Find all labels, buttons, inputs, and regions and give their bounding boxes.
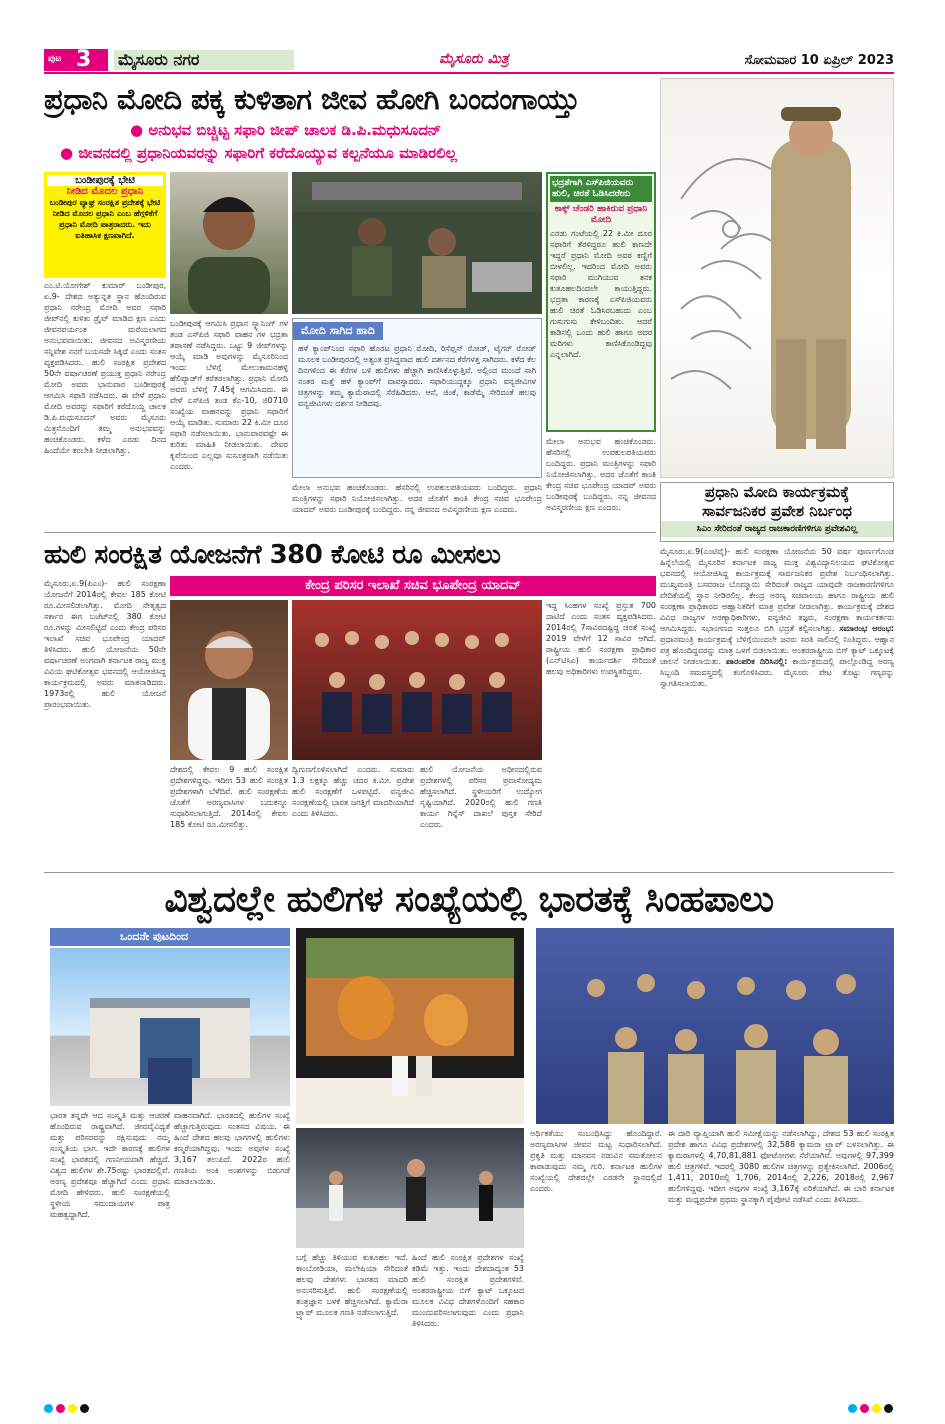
entry-story-body: ಮೈಸೂರು,ಏ.9(ಎಂಟಿವೈ)- ಹುಲಿ ಸಂರಕ್ಷಣಾ ಯೋಜನೆಯ 50 ವರ್ಷ ಪೂರ್ಣಗೊಂಡ ಹಿನ್ನೆಲೆಯಲ್ಲಿ ಮೈಸೂರಿನ ಕರ್ನಾಟಕ ರಾಜ್ಯ ಮುಕ್ತ ವಿಶ್ವವಿದ್ಯಾನಿಲಯದ ಘಟಿಕೋತ್ಸವ ಭವನದಲ್ಲಿ ಆಯೋಜಿಸಿದ್ದ ಕಾರ್ಯಕ್ರಮಕ್ಕೆ ಸಾರ್ವಜನಿಕರ ಪ್ರವೇಶ ನಿರ್ಬಂಧಿಸಲಾಗಿತ್ತು. ಮುಖ್ಯಮಂತ್ರಿ ಬಸವರಾಜ ಬೊಮ್ಮಾಯಿ ಸೇರಿದಂತೆ ರಾಜ್ಯದ ಯಾವುದೇ ರಾಜಕಾರಣಿಗಳಿಗೂ ವೇದಿಕೆಯಲ್ಲಿ ಸ್ಥಾನ ನೀಡಿರಲಿಲ್ಲ. ಕೇಂದ್ರ ಅರಣ್ಯ ಸಚಿವಾಲಯ ಹಾಗೂ ರಾಷ್ಟ್ರೀಯ ಹುಲಿ ಸಂರಕ್ಷಣಾ ಪ್ರಾಧಿಕಾರದ ಆಹ್ವಾನಿತರಿಗೆ ಮಾತ್ರ ಪ್ರವೇಶ ನೀಡಲಾಗಿತ್ತು. ಕಾರ್ಯಕ್ರಮಕ್ಕೆ ದೇಶದ ವಿವಿಧ ರಾಜ್ಯಗಳ ಅರಣ್ಯಾಧಿಕಾರಿಗಳು, ವನ್ಯಜೀವಿ ತಜ್ಞರು, ಸಂರಕ್ಷಣಾ ಕಾರ್ಯಕರ್ತರು ಆಗಮಿಸಿದ್ದರು. ಸಭಾಂಗಣದ ಸುತ್ತಲೂ ಬಿಗಿ ಭದ್ರತೆ ಕಲ್ಪಿಸಲಾಗಿತ್ತು. <box>660 547 894 633</box>
registration-mark <box>68 1404 77 1413</box>
entry-story-text <box>660 546 894 870</box>
minister-photo <box>170 600 288 760</box>
tiger-sketch-icon <box>661 79 894 478</box>
page-number: 3 <box>76 49 92 71</box>
story1-column-3: ಮೇಲಾ ಅನುಭವ ಹಂಚಿಕೊಂಡರು. ಹೆಸರಿನಲ್ಲಿ ಉಪಕುಲಪತಿಯವರು ಬಂದಿದ್ದರು. ಪ್ರಧಾನಿ ಮಂತ್ರಿಗಳನ್ನು ಸಫಾರಿ ನಿಯೋಜಿಸಲಾಗಿತ್ತು. ಅದರ ಜೊತೆಗೆ ಕಾಂತಿ ಕೇಂದ್ರ ಸಚಿವ ಭೂಪೇಂದ್ರ ಯಾದವ್ ಅವರು ಬಂಡೀಪುರಕ್ಕೆ ಬಂದಿದ್ದರು. ನನ್ನ ಜೀವನದ ಅವಿಸ್ಮರಣೀಯ ಕ್ಷಣ ಎಂದರು. <box>292 483 542 514</box>
story3-column-5: ಅರ್ಥಿಕತೆಯು ಸಂಬಂಧಿಸಿದ್ದು ಹೊಂದಿದ್ದಾರೆ. ಅರಣ್ಯವಾಸಿಗಳ ಜೀವನ ಮಟ್ಟ ಸುಧಾರಿಸಲಾಗಿದೆ. ಪ್ರಕೃತಿ ಮತ್ತು ಮಾನವನ ನಡುವಿನ ಸಮತೋಲನ ಕಾಪಾಡುವುದು ನಮ್ಮ ಗುರಿ. ಕರ್ನಾಟಕ ಹುಲಿಗಳ ಸಂಖ್ಯೆಯಲ್ಲಿ ದೇಶದಲ್ಲೇ ಎರಡನೇ ಸ್ಥಾನದಲ್ಲಿದೆ ಎಂದರು. <box>530 1129 662 1193</box>
page-number-badge <box>44 49 108 71</box>
story2-column-3: ದ್ವಿಗುಣಗೊಳಿಸಲಾಗಿದೆ ಎಂದರು. ಸುಮಾರು 1.3 ಲಕ್ಷಕ್ಕೂ ಹೆಚ್ಚು ಚದರ ಕಿ.ಮೀ. ಪ್ರದೇಶ ಹುಲಿ ಸಂರಕ್ಷಣೆಗೆ ಒಳಪಟ್ಟಿದೆ. ವನ್ಯಜೀವಿ ಸಂರಕ್ಷಣೆಯಲ್ಲಿ ಭಾರತ ಜಗತ್ತಿಗೆ ಮಾದರಿಯಾಗಿದೆ ಎಂದು ತಿಳಿಸಿದರು. <box>292 765 414 818</box>
story2-banner: ಕೇಂದ್ರ ಪರಿಸರ ಇಲಾಖೆ ಸಚಿವ ಭೂಪೇಂದ್ರ ಯಾದವ್ <box>170 576 656 596</box>
security-box-text: ಎರಡು ಗಂಟೆಯಲ್ಲಿ 22 ಕಿ.ಮೀ ದೂರ ಸಫಾರಿಗೆ ತೆರಳಿದ್ದರೂ ಹುಲಿ ಕಾಣದೇ ಇದ್ದರೆ ಪ್ರಧಾನಿ ಮೋದಿ ಅವರ ಕಣ್ಣಿಗೆ ಬೀಳಲಿಲ್ಲ. ಇದರಿಂದ ಮೋದಿ ಅವರು ಸಫಾರಿ ಮುಗಿಯುವ ತನಕ ಕುತೂಹಲದಿಂದಲೇ ಕಾಯುತ್ತಿದ್ದರು. ಭದ್ರತಾ ಕಾರಣಕ್ಕೆ ಎಸ್‍ಪಿಜಿಯವರು ಹುಲಿ ಚಿರತೆ ಓಡಿಸಿರಬಹುದು ಎಂಬ ಗುಸುಗುಸು ಕೇಳಿಬಂದಿತು. ಆದರೆ ಕಾಡಿನಲ್ಲಿ ಒಂದು ಹುಲಿ ಹಾಗೂ ಅದರ ಮರಿಗಳು ಕಾಣಿಸಿಕೊಂಡಿದ್ದವು ಎನ್ನಲಾಗಿದೆ. <box>550 229 652 359</box>
page-header <box>44 49 894 71</box>
audience-photo <box>292 600 542 760</box>
story1-subhead-2 <box>60 144 656 166</box>
story2-column-4: ಹುಲಿ ಯೋಜನೆಯ ಅಧೀನದಲ್ಲಿರುವ ಪ್ರದೇಶಗಳಲ್ಲಿ ಪರಿಸರ ಪ್ರವಾಸೋದ್ಯಮ ಹೆಚ್ಚಿಸಲಾಗಿದೆ. ಸ್ಥಳೀಯರಿಗೆ ಉದ್ಯೋಗ ಸೃಷ್ಟಿಯಾಗಿದೆ. 2020ರಲ್ಲಿ ಹುಲಿ ಗಣತಿ ಕಾರ್ಯ ಗಿನ್ನೆಸ್ ದಾಖಲೆ ಪುಸ್ತಕ ಸೇರಿದೆ ಎಂದರು. <box>420 765 542 829</box>
story3-headline: ವಿಶ್ವದಲ್ಲೇ ಹುಲಿಗಳ ಸಂಖ್ಯೆಯಲ್ಲಿ ಭಾರತಕ್ಕೆ ಸಿಂಹಪಾಲು <box>164 879 774 920</box>
story3-column-4: ಹಿಂದೆ ಹುಲಿ ಸಂರಕ್ಷಿತ ಪ್ರದೇಶಗಳ ಸಂಖ್ಯೆ ಕಡಿಮೆ ಇತ್ತು. ಇಂದು ದೇಶದಾದ್ಯಂತ 53 ಹುಲಿ ಸಂರಕ್ಷಿತ ಪ್ರದೇಶಗಳಿವೆ. ಅಂತರರಾಷ್ಟ್ರೀಯ ಬಿಗ್ ಕ್ಯಾಟ್ ಒಕ್ಕೂಟದ ಮೂಲಕ ವಿವಿಧ ದೇಶಗಳೊಂದಿಗೆ ಸಹಕಾರ ಮುಂದುವರಿಸಲಾಗುವುದು ಎಂದು ಪ್ರಧಾನಿ ತಿಳಿಸಿದರು. <box>412 1253 524 1328</box>
section-title: ಮೈಸೂರು ನಗರ <box>114 50 294 70</box>
minister-icon <box>170 600 288 760</box>
page-date: ಸೋಮವಾರ 10 ಏಪ್ರಿಲ್ 2023 <box>744 53 894 68</box>
tiger-screen-photo <box>296 928 524 1124</box>
story3-rule <box>44 872 894 873</box>
story2-column-1: ಮೈಸೂರು,ಏ.9(ಪಿಎಂ)- ಹುಲಿ ಸಂರಕ್ಷಣಾ ಯೋಜನೆಗೆ 2014ರಲ್ಲಿ ಕೇವಲ 185 ಕೋಟಿ ರೂ.ಮೀಸಲಿಡಲಾಗಿತ್ತು. ಮೋದಿ ನೇತೃತ್ವದ ಸರ್ಕಾರ ಈಗ ಬಜೆಟ್‍ನಲ್ಲಿ 380 ಕೋಟಿ ರೂ.ಗಳನ್ನು ಮೀಸಲಿಟ್ಟಿದೆ ಎಂದು ಕೇಂದ್ರ ಪರಿಸರ ಇಲಾಖೆ ಸಚಿವ ಭೂಪೇಂದ್ರ ಯಾದವ್ ತಿಳಿಸಿದರು. ಹುಲಿ ಯೋಜನೆಯ 50ನೇ ವರ್ಷಾಚರಣೆ ಅಂಗವಾಗಿ ಕರ್ನಾಟಕ ರಾಜ್ಯ ಮುಕ್ತ ವಿವಿಯ ಘಟಿಕೋತ್ಸವ ಭವನದಲ್ಲಿ ಆಯೋಜಿಸಿದ್ದ ಕಾರ್ಯಕ್ರಮದಲ್ಲಿ ಅವರು ಮಾತನಾಡಿದರು. 1973ರಲ್ಲಿ ಹುಲಿ ಯೋಜನೆ ಪ್ರಾರಂಭವಾಯಿತು. <box>44 579 166 709</box>
story3-column-3: ಬಗ್ಗೆ ಹೆಚ್ಚು ತಿಳಿಯುವ ಕುತೂಹಲ ಇದೆ. ಕಾಂಬೋಡಿಯಾ, ಮಲೇಷಿಯಾ ಸೇರಿದಂತೆ ಹಲವು ದೇಶಗಳು ಭಾರತದ ಮಾದರಿ ಅನುಸರಿಸುತ್ತಿವೆ. ಹುಲಿ ಸಂರಕ್ಷಣೆಯಲ್ಲಿ ತಂತ್ರಜ್ಞಾನ ಬಳಕೆ ಹೆಚ್ಚಿಸಲಾಗಿದೆ. ಕ್ಯಾಮೆರಾ ಟ್ರ್ಯಾಪ್ ಮೂಲಕ ಗಣತಿ ನಡೆಸಲಾಗುತ್ತಿದೆ. <box>296 1253 408 1317</box>
entry-subhead: ಸಿಎಂ ಸೇರಿದಂತೆ ರಾಜ್ಯದ ರಾಜಕಾರಣಿಗಳಿಗೂ ಪ್ರವೇಶವಿಲ್ಲ <box>661 521 893 537</box>
story2-column-5: ಇದ್ದ ಸಿಂಹಗಳ ಸಂಖ್ಯೆ ಪ್ರಸ್ತುತ 700 ದಾಟಿದೆ ಎಂದು ಸಂತಸ ವ್ಯಕ್ತಪಡಿಸಿದರು. 2014ರಲ್ಲಿ 7ಸಾವಿರದಷ್ಟಿದ್ದ ಚಿರತೆ ಸಂಖ್ಯೆ 2019 ವೇಳೆಗೆ 12 ಸಾವಿರ ಆಗಿದೆ. ರಾಷ್ಟ್ರೀಯ ಹುಲಿ ಸಂರಕ್ಷಣಾ ಪ್ರಾಧಿಕಾರ (ಎನ್‍ಟಿಸಿಎ) ಕಾರ್ಯದರ್ಶಿ ಸೇರಿದಂತೆ ಹಲವು ಅಧಿಕಾರಿಗಳು ಉಪಸ್ಥಿತರಿದ್ದರು. <box>546 601 656 676</box>
entry-headline-2: ಸಾರ್ವಜನಿಕರ ಪ್ರವೇಶ ನಿರ್ಬಂಧ <box>702 502 852 520</box>
box-subtitle: ನೀಡಿದ ಮೊದಲ ಪ್ರಧಾನಿ <box>66 186 144 197</box>
header-rule <box>44 72 894 74</box>
audience-icon <box>292 600 542 760</box>
modi-tiger-photo <box>660 78 894 478</box>
subhead-2-text: ಜೀವನದಲ್ಲಿ ಪ್ರಧಾನಿಯವರನ್ನು ಸಫಾರಿಗೆ ಕರೆದೊಯ್ಯುವ ಕಲ್ಪನೆಯೂ ಮಾಡಿರಲಿಲ್ಲ <box>78 144 458 162</box>
security-box-subtitle: ಕಾಕ್ಕ್ ಚೆಂಡರಿ ಹಾಕಿರುವ ಪ್ರಧಾನಿ ಮೋದಿ <box>554 204 648 225</box>
box-text: ಬಂಡೀಪುರ ವ್ಯಾಘ್ರ ಸಂರಕ್ಷಿತ ಪ್ರದೇಶಕ್ಕೆ ಭೇಟಿ ನೀಡಿದ ಮೊದಲ ಪ್ರಧಾನಿ ಎಂಬ ಹೆಗ್ಗಳಿಕೆಗೆ ಪ್ರಧಾನಿ ಮೋದಿ ಪಾತ್ರರಾದರು. ಇದು ಐತಿಹಾಸಿಕ ಕ್ಷಣವಾಗಿದೆ. <box>49 198 161 240</box>
story2-rule <box>44 532 656 533</box>
page-label: ಪುಟ <box>48 54 62 64</box>
story2-headline: ಹುಲಿ ಸಂರಕ್ಷಿತ ಯೋಜನೆಗೆ 380 ಕೋಟಿ ರೂ ಮೀಸಲು <box>44 540 501 570</box>
convocation-hall-photo <box>50 948 290 1106</box>
public-entry-banned-box <box>660 482 894 542</box>
staff-audience-icon <box>536 928 894 1124</box>
story1-column-2: ಬಂಡೀಪುರಕ್ಕೆ ಆಗಮಿಸಿ ಪ್ರಧಾನ ಸ್ಕ್ಯಾನಿಂಗ್ ಗಳ ತಂಡ ಎಸ್‍ಪಿಜಿ ಸಫಾರಿ ವಾಹನ ಗಳ ಭದ್ರತಾ ತಪಾಸಣೆ ನಡೆಸಿದ್ದರು. ಒಟ್ಟು 9 ಜೀಪ್‍ಗಳನ್ನು ಆಯ್ಕೆ ಮಾಡಿ ಅವುಗಳನ್ನು ಮೈಸೂರಿನಿಂದ ಇಂದು ಬೆಳಿಗ್ಗೆ ಮೇಲುಕಾಮನಹಳ್ಳಿ ಹೆಲಿಪ್ಯಾಡ್‍ಗೆ ಕರೆತರಲಾಗಿತ್ತು. ಪ್ರಧಾನಿ ಮೋದಿ ಅವರು ಬೆಳಿಗ್ಗೆ 7.45ಕ್ಕೆ ಆಗಮಿಸಿದರು. ಈ ವೇಳೆ ಎಸ್‍ಪಿಜಿ ತಂಡ ಕೆಎ-10, ಜಿ0710 ಸಂಖ್ಯೆಯ ವಾಹನವನ್ನು ಪ್ರಧಾನಿ ಸಫಾರಿಗೆ ಆಯ್ಕೆ ಮಾಡಿತು. ಸುಮಾರು 22 ಕಿ.ಮೀ ದೂರ ಸಫಾರಿ ನಡೆಸಲಾಯಿತು. ಭಾನುವಾರವಷ್ಟೇ ಈ ಕುರಿತು ಮಾಹಿತಿ ನೀಡಲಾಯಿತು. ದೇವರ ಕೃಪೆಯಿಂದ ಎಲ್ಲವೂ ಸುಸೂತ್ರವಾಗಿ ನಡೆಯಿತು ಎಂದರು. <box>170 319 288 471</box>
story3-column-1: ಭಾರತ ತನ್ನದೇ ಆದ ಸಂಸ್ಕೃತಿ ಮತ್ತು ಆಚರಣೆ ಹೊಂದಿರುವ ರಾಷ್ಟ್ರವಾಗಿದೆ. ಜೀವವೈವಿಧ್ಯತೆ ಮತ್ತು ಪರಿಸರವನ್ನು ರಕ್ಷಿಸುವುದು ನಮ್ಮ ಸಂಸ್ಕೃತಿಯ ಭಾಗ. ಇದೇ ಕಾರಣಕ್ಕೆ ಹುಲಿಗಳ ಸಂಖ್ಯೆ ಭಾರತದಲ್ಲಿ ಗಣನೀಯವಾಗಿ ಹೆಚ್ಚಿದೆ. ವಿಶ್ವದ ಹುಲಿಗಳ ಶೇ.75ರಷ್ಟು ಭಾರತದಲ್ಲಿವೆ. ಅರಣ್ಯ ಪ್ರದೇಶವೂ ಹೆಚ್ಚಾಗಿದೆ ಎಂದು ಪ್ರಧಾನಿ ಮೋದಿ ಹೇಳಿದರು. ಹುಲಿ ಸಂರಕ್ಷಣೆಯಲ್ಲಿ ಸ್ಥಳೀಯ ಸಮುದಾಯಗಳ ಪಾತ್ರ ಮಹತ್ವದ್ದಾಗಿದೆ. <box>50 1111 170 1219</box>
registration-mark <box>872 1404 881 1413</box>
entry-subhead-2: ಪಾರಂಪರಿಕ ದಿರಿಸಿನಲ್ಲಿ: <box>726 657 788 666</box>
jeep-icon <box>292 172 542 314</box>
subhead-1-text: ಅನುಭವ ಬಿಚ್ಚಿಟ್ಟ ಸಫಾರಿ ಜೀಪ್ ಚಾಲಕ ಡಿ.ಪಿ.ಮಧುಸೂದನ್ <box>148 121 442 139</box>
route-text: ಹಳೆ ಕ್ಯಾಂಪ್‍ನಿಂದ ಸಫಾರಿ ಹೊರಟ ಪ್ರಧಾನಿ ಮೋದಿ, ರಿಸೆಪ್ಷನ್ ರೋಡ್, ಟೈಗರ್ ರೋಡ್ ಮೂಲಕ ಬಂಡೀಪುರದಲ್ಲಿ ಅತ್ಯಂತ ಪ್ರಸಿದ್ಧವಾದ ಹುಲಿ ದರ್ಶನದ ಕೆರೆಗಳತ್ತ ಸಾಗಿದರು. ಕಳೆದ ಕೆಲ ದಿನಗಳಿಂದ ಈ ಕೆರೆಗಳ ಬಳಿ ಹುಲಿಗಳು ಹೆಚ್ಚಾಗಿ ಕಾಣಿಸಿಕೊಳ್ಳುತ್ತಿವೆ. ಅಲ್ಲಿಂದ ಮುಂದೆ ಸಾಗಿ ನಂತರ ಮತ್ತೆ ಹಳೆ ಕ್ಯಾಂಪ್‍ಗೆ ವಾಪಸ್ಸಾದರು. ಸಫಾರಿಯುದ್ದಕ್ಕೂ ಪ್ರಧಾನಿ ವನ್ಯಜೀವಿಗಳ ಚಿತ್ರಗಳನ್ನು ತಮ್ಮ ಕ್ಯಾಮೆರಾದಲ್ಲಿ ಸೆರೆಹಿಡಿದರು. ಆನೆ, ಜಿಂಕೆ, ಕಾಡೆಮ್ಮೆ ಸೇರಿದಂತೆ ಹಲವು ವನ್ಯಜೀವಿಗಳು ದರ್ಶನ ನೀಡಿದವು. <box>298 344 536 408</box>
tiger-screen-icon <box>296 928 524 1124</box>
safari-jeep-photo <box>292 172 542 314</box>
registration-mark <box>80 1404 89 1413</box>
story1-subhead-1 <box>130 121 656 143</box>
person-icon <box>170 172 288 314</box>
entry-story-body-2: ಪ್ರಧಾನಮಂತ್ರಿ ಕಾರ್ಯಕ್ರಮಕ್ಕೆ ಬೆಳಿಗ್ಗೆಯಿಂದಲೇ ಜನರು ಸರತಿ ಸಾಲಿನಲ್ಲಿ ನಿಂತಿದ್ದರು. ಆಹ್ವಾನ ಪತ್ರ ಹೊಂದಿದ್ದವರನ್ನು ಮಾತ್ರ ಒಳಗೆ ಬಿಡಲಾಯಿತು. ಅಂತರರಾಷ್ಟ್ರೀಯ ಬಿಗ್ ಕ್ಯಾಟ್ ಒಕ್ಕೂಟಕ್ಕೆ ಚಾಲನೆ ನೀಡಲಾಯಿತು. <box>660 635 894 666</box>
bullet-icon: ● <box>60 144 79 162</box>
security-box <box>546 172 656 432</box>
story1-headline: ಪ್ರಧಾನಿ ಮೋದಿ ಪಕ್ಕ ಕುಳಿತಾಗ ಜೀವ ಹೋಗಿ ಬಂದಂಗಾಯ್ತು <box>44 82 580 116</box>
entry-story-body-3: ಕಾರ್ಯಕ್ರಮದಲ್ಲಿ ಪಾಲ್ಗೊಂಡಿದ್ದ ಅರಣ್ಯ ಸಿಬ್ಬಂದಿ ಸಮವಸ್ತ್ರದಲ್ಲಿ ಕಂಗೊಳಿಸಿದರು. ಮೈಸೂರು ಪೇಟ ತೊಟ್ಟು ಗಣ್ಯರನ್ನು ಸ್ವಾಗತಿಸಲಾಯಿತು. <box>660 657 894 688</box>
driver-photo <box>170 172 288 314</box>
bullet-icon: ● <box>130 121 149 139</box>
route-box <box>292 318 542 478</box>
story1-column-1: ಎಂ.ಟಿ.ಯೋಗೇಶ್ ಕುಮಾರ್ ಬಂಡೀಪುರ, ಏ.9- ದೇಶದ ಅತ್ಯುನ್ನತ ಸ್ಥಾನ ಹೊಂದಿರುವ ಪ್ರಧಾನಿ ನರೇಂದ್ರ ಮೋದಿ ಅವರ ಸಫಾರಿ ಜೀಪ್‍ನಲ್ಲಿ ಕುಳಿತು ಡ್ರೈವ್ ಮಾಡಿದ ಕ್ಷಣ ಎಂದು ಜೀವನಪರ್ಯಂತ ಮರೆಯಲಾಗದ ಅನುಭವವಾಯಿತು. ಜೀವನದ ಅವಿಸ್ಮರಣೀಯ ಸನ್ನಿವೇಶ ನನಗೆ ಬಯಸದೇ ಸಿಕ್ಕಿದೆ ಎಂದು ಸಂತಸ ವ್ಯಕ್ತಪಡಿಸಿದರು. ಹುಲಿ ಸಂರಕ್ಷಿತ ಪ್ರದೇಶದ 50ನೇ ವರ್ಷಾಚರಣೆ ಪ್ರಯುಕ್ತ ಪ್ರಧಾನಿ ನರೇಂದ್ರ ಮೋದಿ ಅವರು ಭಾನುವಾರ ಬಂಡೀಪುರಕ್ಕೆ ಆಗಮಿಸಿ ಸಫಾರಿ ನಡೆಸಿದರು. ಈ ವೇಳೆ ಪ್ರಧಾನಿ ಮೋದಿ ಅವರನ್ನು ಸಫಾರಿಗೆ ಕರೆದೊಯ್ದ ಚಾಲಕ ಡಿ.ಪಿ.ಮಧುಸೂದನ್ ಅವರು ಮೈಸೂರು ಮಿತ್ರನೊಂದಿಗೆ ತಮ್ಮ ಅನುಭವವನ್ನು ಹಂಚಿಕೊಂಡರು. ಕಳೆದ ಎರಡು ದಿನದ ಹಿಂದೆಯೇ ತರಬೇತಿ ನೀಡಲಾಗಿತ್ತು. <box>44 281 166 455</box>
route-caption: ಮೋದಿ ಸಾಗಿದ ಹಾದಿ <box>293 322 383 340</box>
security-box-title: ಭದ್ರತೆಗಾಗಿ ಎಸ್‍ಪಿಜಿಯವರು ಹುಲಿ, ಚಿರತೆ ಓಡಿಸಿದರೇನು <box>550 176 652 202</box>
pm-on-stage-photo <box>296 1128 524 1248</box>
story3-column-6: ಈ ದಾರಿ ವ್ಯಾಪ್ತಿಯಾಗಿ ಹುಲಿ ಸಮೀಕ್ಷೆಯನ್ನು ನಡೆಸಲಾಗಿದ್ದು, ದೇಶದ 53 ಹುಲಿ ಸಂರಕ್ಷಿತ ಪ್ರದೇಶ ಹಾಗೂ ವಿವಿಧ ಪ್ರದೇಶಗಳಲ್ಲಿ 32,588 ಕ್ಯಾಮರಾ ಟ್ರ್ಯಾಪ್ ಬಳಸಲಾಗಿತ್ತು. ಈ ಕ್ಯಾಮರಾಗಳಲ್ಲಿ 4,70,81,881 ಫೋಟೋಗಳು ಸೆರೆಯಾಗಿವೆ. ಅವುಗಳಲ್ಲಿ 97,399 ಹುಲಿ ಚಿತ್ರಗಳಿವೆ. ಇದರಲ್ಲಿ 3080 ಹುಲಿಗಳ ಚಿತ್ರಗಳನ್ನು ಪ್ರತ್ಯೇಕಿಸಲಾಗಿದೆ. 2006ರಲ್ಲಿ 1,411, 2010ರಲ್ಲಿ 1,706, 2014ರಲ್ಲಿ 2,226, 2018ರಲ್ಲಿ 2,967 ಹುಲಿಗಳಿದ್ದವು. ಇದೀಗ ಅವುಗಳ ಸಂಖ್ಯೆ 3,167ಕ್ಕೆ ಏರಿಕೆಯಾಗಿದೆ. ಈ ಬಾರಿ ಕರ್ನಾಟಕ ಮತ್ತು ಮಧ್ಯಪ್ರದೇಶ ಪ್ರಥಮ ಸ್ಥಾನಕ್ಕಾಗಿ ಪೈಪೋಟಿ ನಡೆಸಿವೆ ಎಂದು ತಿಳಿಸಿದರು. <box>668 1129 894 1204</box>
story1-column-4: ಮೇಲಾ ಅನುಭವ ಹಂಚಿಕೊಂಡರು. ಹೆಸರಿನಲ್ಲಿ ಉಪಕುಲಪತಿಯವರು ಬಂದಿದ್ದರು. ಪ್ರಧಾನಿ ಮಂತ್ರಿಗಳನ್ನು ಸಫಾರಿ ನಿಯೋಜಿಸಲಾಗಿತ್ತು. ಅದರ ಜೊತೆಗೆ ಕಾಂತಿ ಕೇಂದ್ರ ಸಚಿವ ಭೂಪೇಂದ್ರ ಯಾದವ್ ಅವರು ಬಂಡೀಪುರಕ್ಕೆ ಬಂದಿದ್ದರು. ನನ್ನ ಜೀವನದ ಅವಿಸ್ಮರಣೀಯ ಕ್ಷಣ ಎಂದರು. <box>546 437 656 512</box>
continued-label: ಒಂದನೇ ಪುಟದಿಂದ <box>50 928 290 946</box>
registration-mark <box>884 1404 893 1413</box>
stage-icon <box>296 1128 524 1248</box>
bandipur-visit-box <box>44 172 166 278</box>
box-title: ಬಂಡೀಪುರಕ್ಕೆ ಭೇಟಿ <box>47 175 163 186</box>
registration-mark <box>860 1404 869 1413</box>
entry-subhead-1: ಸಮಾರಂಭ ಆರಂಭ: <box>839 624 894 633</box>
building-icon <box>50 948 290 1106</box>
registration-mark <box>44 1404 53 1413</box>
registration-mark <box>56 1404 65 1413</box>
forest-staff-photo <box>536 928 894 1124</box>
story2-column-2: ದೇಶದಲ್ಲಿ ಕೇವಲ 9 ಹುಲಿ ಸಂರಕ್ಷಿತ ಪ್ರದೇಶಗಳಿದ್ದವು. ಇದೀಗ 53 ಹುಲಿ ಸಂರಕ್ಷಿತ ಪ್ರದೇಶಗಳಾಗಿ ಬೆಳೆದಿವೆ. ಹುಲಿ ಸಂರಕ್ಷಣೆಯ ಜೊತೆಗೆ ಅರಣ್ಯವಾಸಿಗಳ ಬದುಕನ್ನೂ ಸುಧಾರಿಸಲಾಗುತ್ತಿದೆ. 2014ರಲ್ಲಿ ಕೇವಲ 185 ಕೋಟಿ ರೂ.ಮೀಸಲಿತ್ತು. <box>170 765 288 829</box>
entry-headline-1: ಪ್ರಧಾನಿ ಮೋದಿ ಕಾರ್ಯಕ್ರಮಕ್ಕೆ <box>704 483 850 501</box>
story3-column-2: ವಾಹನವಾಗಿದೆ. ಭಾರತದಲ್ಲಿ ಹುಲಿಗಳ ಸಂಖ್ಯೆ ಹೆಚ್ಚಾಗುತ್ತಿರುವುದು ಸಂತಸದ ವಿಷಯ. ಈ ಹಿಂದೆ ದೇಶದ ಹಲವು ಭಾಗಗಳಲ್ಲಿ ಹುಲಿಗಳು ಕಣ್ಮರೆಯಾಗಿದ್ದವು. ಇಂದು ಅವುಗಳ ಸಂಖ್ಯೆ 3,167 ತಲುಪಿದೆ. 2022ರ ಹುಲಿ ಗಣತಿಯ ಅಂಕಿ ಅಂಶಗಳನ್ನು ಬಿಡುಗಡೆ ಮಾಡಲಾಯಿತು. <box>174 1111 290 1186</box>
registration-mark <box>848 1404 857 1413</box>
masthead: ಮೈಸೂರು ಮಿತ್ರ <box>439 51 509 67</box>
